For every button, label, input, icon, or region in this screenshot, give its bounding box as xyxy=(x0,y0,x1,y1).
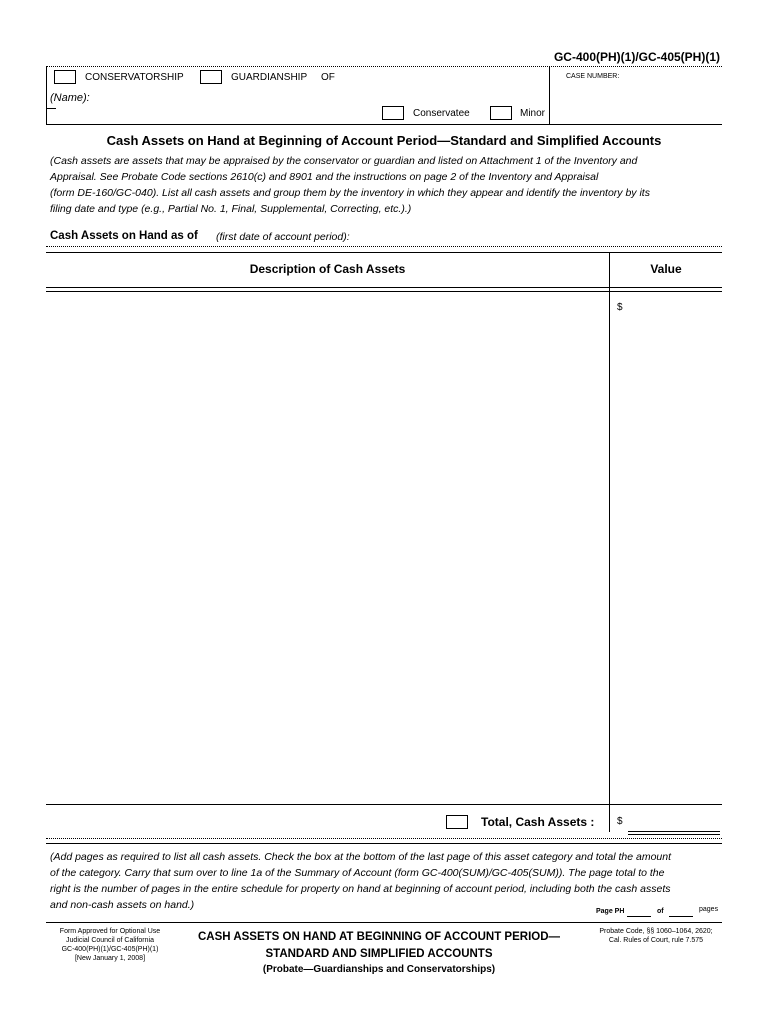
page-label: Page PH xyxy=(596,908,625,915)
as-of-date-field[interactable] xyxy=(368,228,718,244)
notes-line: of the category. Carry that sum over to line 1a of the Summary of Account (form GC-400(SUM)/GC-405(SUM)). The page total to the xyxy=(50,867,665,879)
guardianship-label: GUARDIANSHIP xyxy=(231,72,308,83)
code-line: Probate Code, §§ 1060–1064, 2620; xyxy=(599,928,713,935)
table-top-rule xyxy=(46,252,722,253)
page-of-label: of xyxy=(657,908,664,915)
conservatee-label: Conservatee xyxy=(413,108,470,119)
conservatee-checkbox[interactable] xyxy=(382,106,404,120)
intro-line: filing date and type (e.g., Partial No. 1, Final, Supplemental, Correcting, etc.).) xyxy=(50,203,412,215)
total-dollar-sign: $ xyxy=(617,816,623,827)
header-top-rule xyxy=(46,66,722,67)
code-line: Cal. Rules of Court, rule 7.575 xyxy=(608,937,704,944)
header-left-rule xyxy=(46,66,47,124)
notes-line: and non-cash assets on hand.) xyxy=(50,899,195,911)
total-value-field[interactable] xyxy=(628,812,718,828)
as-of-label: Cash Assets on Hand as of xyxy=(50,230,198,242)
of-label: OF xyxy=(321,72,335,83)
footer-title-line: CASH ASSETS ON HAND AT BEGINNING OF ACCOUNT PERIOD— xyxy=(197,931,561,943)
page-number-line xyxy=(627,916,651,917)
code-citations xyxy=(590,927,722,945)
notes-text xyxy=(50,849,671,913)
col-description-header: Description of Cash Assets xyxy=(249,262,406,276)
footer-title-line: STANDARD AND SIMPLIFIED ACCOUNTS xyxy=(265,948,493,960)
intro-line: Appraisal. See Probate Code sections 2610(c) and 8901 and the instructions on page 2 of the Inventory and Appraisal xyxy=(50,171,599,183)
notes-line: right is the number of pages in the entire schedule for property on hand at beginning of account period, including both the cash assets xyxy=(50,883,671,895)
total-row-rule xyxy=(46,804,722,805)
minor-label: Minor xyxy=(520,108,546,119)
approval-line: [New January 1, 2008] xyxy=(74,955,146,962)
section-title: Cash Assets on Hand at Beginning of Account Period—Standard and Simplified Accounts xyxy=(106,133,662,148)
conservatorship-label: CONSERVATORSHIP xyxy=(85,72,184,83)
case-number-label: CASE NUMBER: xyxy=(566,73,620,80)
total-label: Total, Cash Assets : xyxy=(481,815,595,829)
name-label: (Name): xyxy=(50,92,90,104)
approval-note xyxy=(46,927,174,963)
page-number-field[interactable] xyxy=(627,904,651,916)
case-number-field[interactable] xyxy=(560,84,718,120)
table-column-divider xyxy=(609,252,610,832)
footer-subtitle: (Probate—Guardianships and Conservatorships) xyxy=(262,964,496,975)
header-divider xyxy=(549,66,550,124)
header-row-rule xyxy=(46,287,722,288)
table-bottom-rule xyxy=(46,838,722,839)
header-row-rule-2 xyxy=(46,291,722,292)
guardianship-checkbox[interactable] xyxy=(200,70,222,84)
as-of-hint: (first date of account period): xyxy=(216,231,350,243)
intro-line: (form DE-160/GC-040). List all cash assets and group them by the inventory in which they appear and identify the inventory by its xyxy=(50,187,650,199)
header-bottom-rule xyxy=(46,124,722,125)
value-dollar-sign: $ xyxy=(617,302,623,313)
total-checkbox[interactable] xyxy=(446,815,468,829)
total-underline-2 xyxy=(628,834,720,835)
table-bottom-rule-2 xyxy=(46,843,722,844)
approval-line: Form Approved for Optional Use xyxy=(59,928,161,935)
col-value-header: Value xyxy=(650,262,682,276)
approval-line: GC-400(PH)(1)/GC-405(PH)(1) xyxy=(61,946,159,953)
description-field[interactable] xyxy=(50,296,605,800)
intro-text xyxy=(50,153,650,217)
total-underline-1 xyxy=(628,831,720,832)
footer-rule xyxy=(46,922,722,923)
form-number: GC-400(PH)(1)/GC-405(PH)(1) xyxy=(553,50,720,64)
footer-title xyxy=(176,929,582,963)
approval-line: Judicial Council of California xyxy=(66,937,154,944)
page-total-line xyxy=(669,916,693,917)
name-tick xyxy=(46,108,56,109)
pages-label: pages xyxy=(699,906,719,913)
minor-checkbox[interactable] xyxy=(490,106,512,120)
page-total-field[interactable] xyxy=(669,904,693,916)
notes-line: (Add pages as required to list all cash assets. Check the box at the bottom of the last page of this asset category and total the amount xyxy=(50,851,672,863)
name-field[interactable] xyxy=(90,104,380,118)
value-field[interactable] xyxy=(628,296,718,800)
intro-line: (Cash assets are assets that may be appraised by the conservator or guardian and listed on Attachment 1 of the Inventory and xyxy=(50,155,638,167)
table-rule-upper xyxy=(46,246,722,247)
conservatorship-checkbox[interactable] xyxy=(54,70,76,84)
